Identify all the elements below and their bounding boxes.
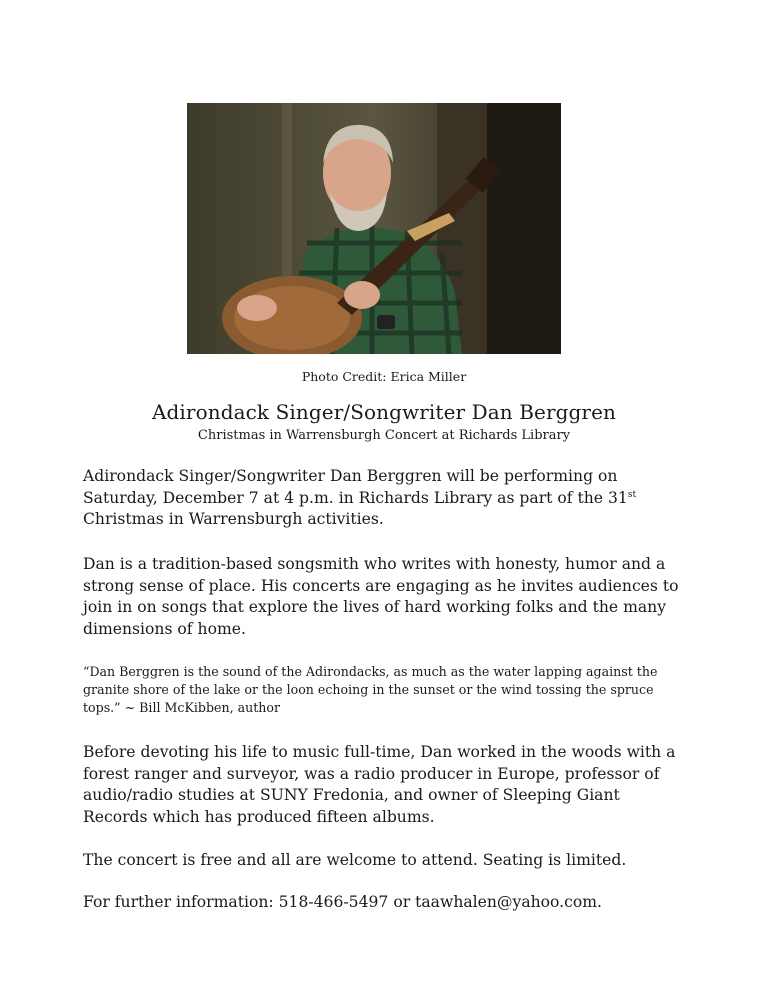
- bio-paragraph: Before devoting his life to music full-time, Dan worked in the woods with a forest ranger and surveyor, was a radio producer in Europe, professor of audio/radio studies at SUNY Fredonia, and owner of Sleeping Giant Records which has produced fifteen albums.: [83, 743, 676, 826]
- testimonial-quote: “Dan Berggren is the sound of the Adirondacks, as much as the water lapping against the granite shore of the lake or the loon echoing in the sunset or the wind tossing the spruce tops.” ~ Bill McKibben, author: [83, 664, 658, 715]
- photo-credit: Photo Credit: Erica Miller: [301, 369, 467, 384]
- intro-line-1: Adirondack Singer/Songwriter Dan Berggren will be performing on: [83, 467, 618, 485]
- contact-info: For further information: 518-466-5497 or taawhalen@yahoo.com.: [83, 893, 602, 911]
- intro-line-2: [83, 488, 683, 510]
- intro-line-3: Christmas in Warrensburgh activities.: [83, 510, 384, 528]
- ordinal-suffix: st: [627, 489, 637, 500]
- admission-note: The concert is free and all are welcome to attend. Seating is limited.: [83, 851, 627, 869]
- event-subtitle: Christmas in Warrensburgh Concert at Richards Library: [197, 428, 571, 443]
- about-paragraph: Dan is a tradition-based songsmith who writes with honesty, humor and a strong sense of place. His concerts are engaging as he invites audiences to join in on songs that explore the lives of hard working folks and the many dimensions of home.: [83, 555, 679, 638]
- page-title: Adirondack Singer/Songwriter Dan Berggren: [151, 400, 616, 424]
- intro-paragraph: [83, 466, 683, 531]
- intro-line-2-text: Saturday, December 7 at 4 p.m. in Richards Library as part of the 31: [83, 488, 628, 507]
- musician-photo: [187, 103, 561, 354]
